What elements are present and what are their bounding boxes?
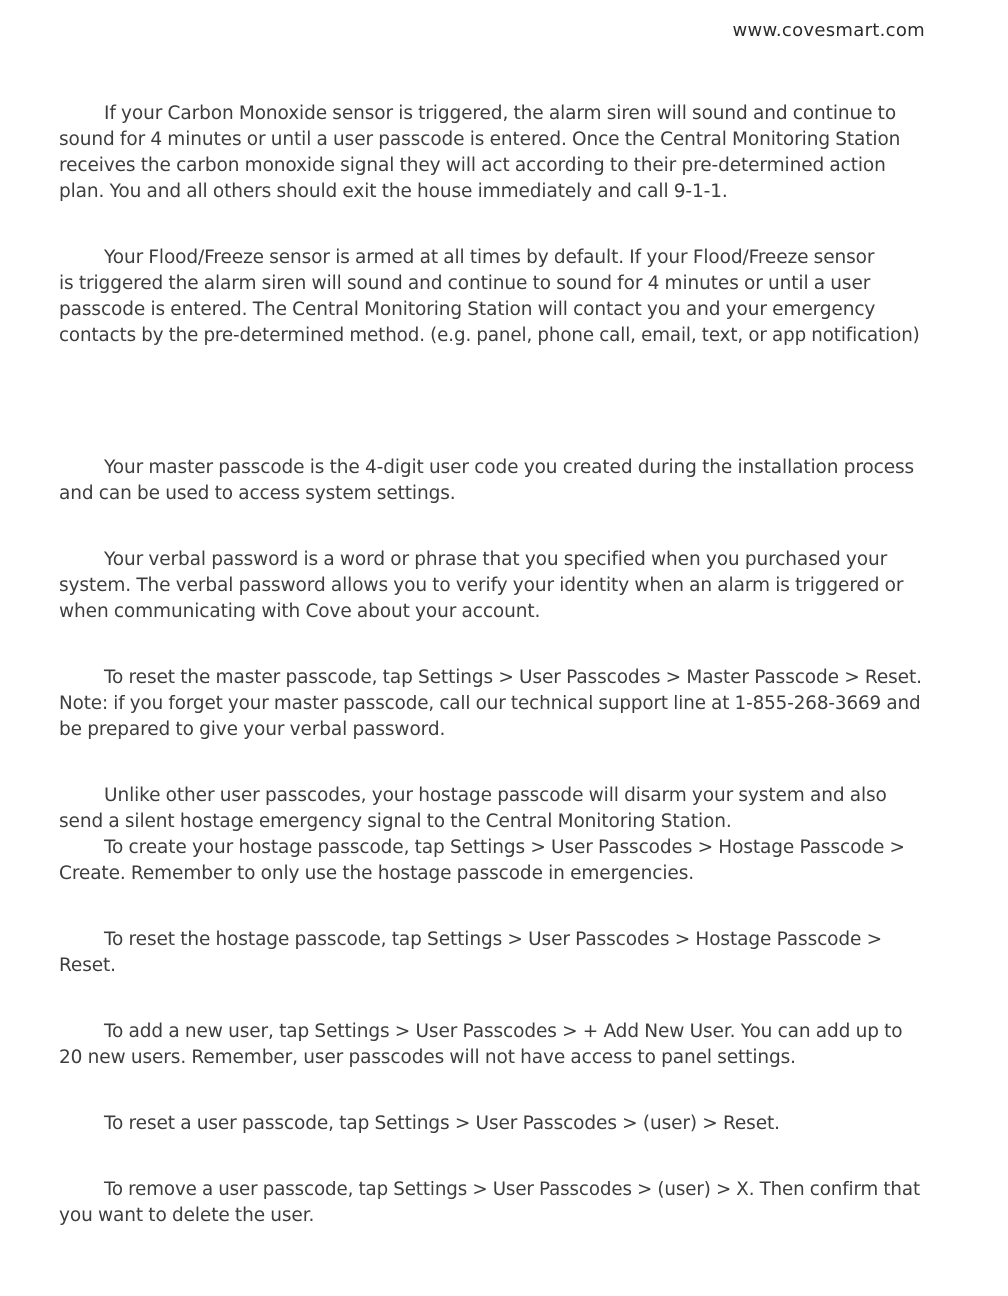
text-line: To remove a user passcode, tap Settings > User Passcodes > (user) > X. Then confirm that (104, 1179, 920, 1200)
paragraph-reset-master-passcode (59, 665, 925, 743)
text-line: Your verbal password is a word or phrase that you specified when you purchased your (104, 549, 888, 570)
text-line: and can be used to access system settings. (59, 483, 456, 504)
text-line: be prepared to give your verbal password. (59, 719, 446, 740)
paragraph-hostage-passcode (59, 783, 925, 887)
text-line: plan. You and all others should exit the house immediately and call 9-1-1. (59, 181, 728, 202)
text-line: To add a new user, tap Settings > User Passcodes > + Add New User. You can add up to (104, 1021, 903, 1042)
text-line: is triggered the alarm siren will sound and continue to sound for 4 minutes or until a user (59, 273, 871, 294)
text-line: To reset the hostage passcode, tap Settings > User Passcodes > Hostage Passcode > (104, 929, 883, 950)
text-line: when communicating with Cove about your account. (59, 601, 541, 622)
paragraph-carbon-monoxide (59, 101, 925, 205)
text-line: Reset. (59, 955, 116, 976)
paragraph-reset-user-passcode (59, 1111, 925, 1137)
paragraph-reset-hostage-passcode (59, 927, 925, 979)
text-line: To reset a user passcode, tap Settings > User Passcodes > (user) > Reset. (104, 1113, 780, 1134)
text-line: Create. Remember to only use the hostage passcode in emergencies. (59, 863, 695, 884)
text-line: send a silent hostage emergency signal to the Central Monitoring Station. (59, 811, 732, 832)
text-line: system. The verbal password allows you to verify your identity when an alarm is triggered or (59, 575, 904, 596)
paragraph-verbal-password (59, 547, 925, 625)
text-line: To reset the master passcode, tap Settings > User Passcodes > Master Passcode > Reset. (104, 667, 922, 688)
website-url: www.covesmart.com (732, 20, 925, 41)
text-line: 20 new users. Remember, user passcodes will not have access to panel settings. (59, 1047, 796, 1068)
text-line: To create your hostage passcode, tap Settings > User Passcodes > Hostage Passcode > (104, 837, 905, 858)
text-line: sound for 4 minutes or until a user passcode is entered. Once the Central Monitoring Station (59, 129, 901, 150)
text-line: you want to delete the user. (59, 1205, 315, 1226)
text-line: If your Carbon Monoxide sensor is triggered, the alarm siren will sound and continue to (104, 103, 897, 124)
paragraph-add-new-user (59, 1019, 925, 1071)
text-line: Note: if you forget your master passcode, call our technical support line at 1-855-268-3669 and (59, 693, 921, 714)
text-line: Unlike other user passcodes, your hostage passcode will disarm your system and also (104, 785, 887, 806)
text-line: Your Flood/Freeze sensor is armed at all times by default. If your Flood/Freeze sensor (104, 247, 875, 268)
paragraph-master-passcode (59, 455, 925, 507)
text-line: receives the carbon monoxide signal they will act according to their pre-determined action (59, 155, 886, 176)
text-line: Your master passcode is the 4-digit user code you created during the installation process (104, 457, 915, 478)
text-line: passcode is entered. The Central Monitoring Station will contact you and your emergency (59, 299, 876, 320)
paragraph-flood-freeze (59, 245, 925, 349)
paragraph-remove-user-passcode (59, 1177, 925, 1229)
text-line: contacts by the pre-determined method. (e.g. panel, phone call, email, text, or app notification) (59, 325, 920, 346)
